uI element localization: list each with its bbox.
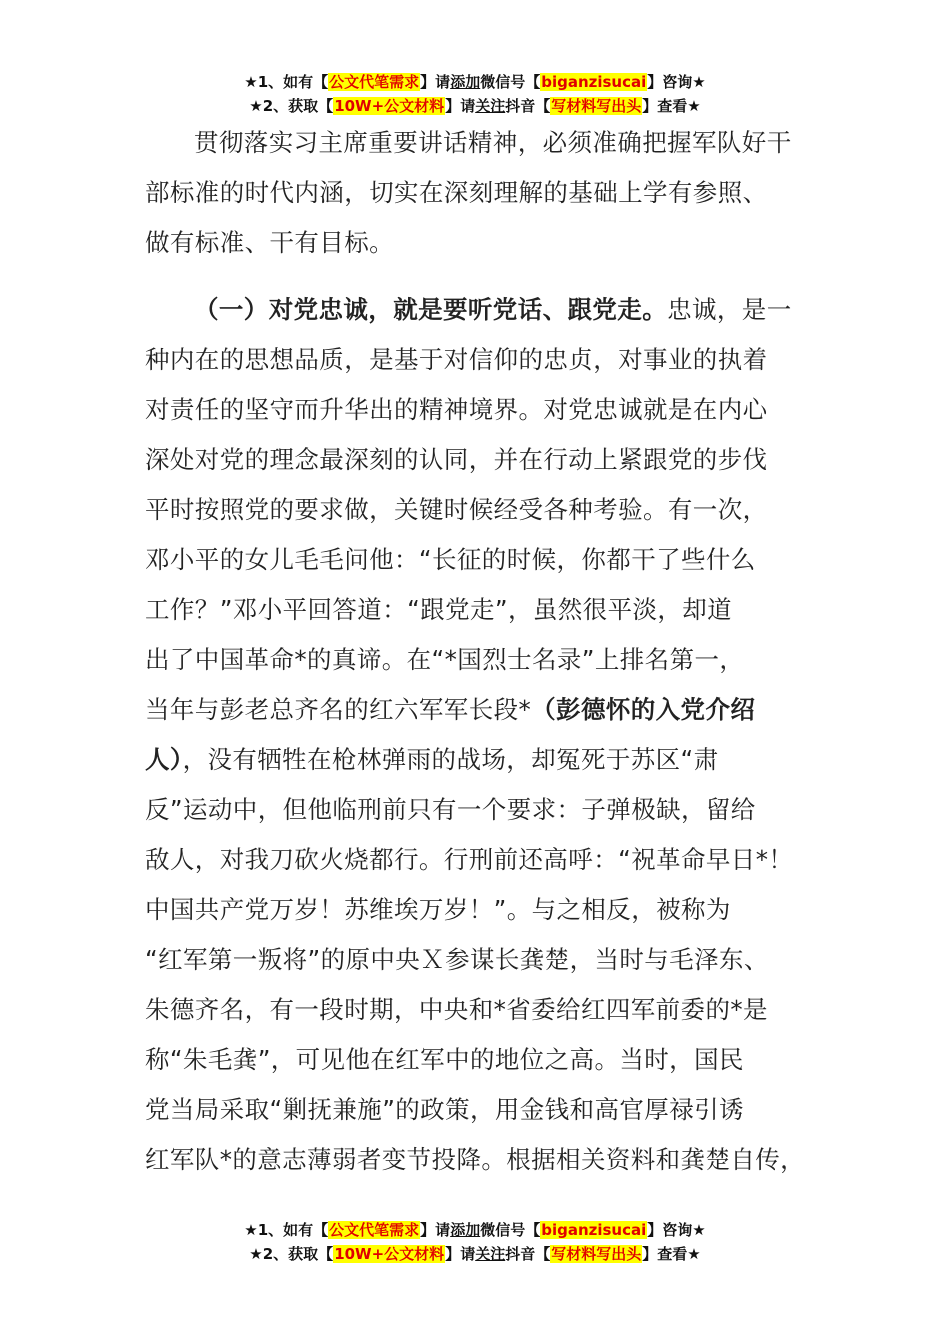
text-line: 出了中国革命*的真谛。在“*国烈士名录”上排名第一，: [145, 645, 745, 674]
banner-highlight: 写材料写出头: [551, 1245, 642, 1263]
banner-highlight: 公文代笔需求: [329, 1221, 420, 1239]
banner-text: ★2、获取【: [249, 1245, 334, 1263]
banner-text: 抖音【: [505, 1245, 551, 1263]
bold-run: （彭德怀的入党介绍: [531, 695, 756, 724]
paragraph-2: [145, 285, 815, 1185]
banner-underlined-text: 添加: [450, 1221, 481, 1239]
footer-banner: [0, 1218, 950, 1266]
text-line: [145, 285, 815, 335]
text-line: 反”运动中，但他临刑前只有一个要求：子弹极缺，留给: [145, 795, 756, 824]
text-line: “红军第一叛将”的原中央Ｘ参谋长龚楚，当时与毛泽东、: [145, 945, 769, 974]
banner-highlight: biganzisucai: [541, 73, 647, 91]
banner-line-1: [0, 70, 950, 94]
text-line: 敌人，对我刀砍火烧都行。行刑前还高呼：“祝革命早日*！: [145, 845, 794, 874]
banner-text: 抖音【: [505, 97, 551, 115]
text-line: 称“朱毛龚”，可见他在红军中的地位之高。当时，国民: [145, 1045, 744, 1074]
banner-text: 】咨询★: [647, 73, 706, 91]
text-line: 种内在的思想品质，是基于对信仰的忠贞，对事业的执着: [145, 345, 768, 374]
text-line: [145, 685, 815, 735]
banner-underlined-text: 关注: [475, 97, 506, 115]
text-line: 做有标准、干有目标。: [145, 228, 394, 257]
text-run: ，没有牺牲在枪林弹雨的战场，却冤死于苏区“肃: [182, 745, 719, 774]
text-line: 平时按照党的要求做，关键时候经受各种考验。有一次，: [145, 495, 768, 524]
text-line: 贯彻落实习主席重要讲话精神，必须准确把握军队好干: [194, 128, 792, 157]
banner-line-2: [0, 94, 950, 118]
banner-line-2: [0, 1242, 950, 1266]
text-line: 工作？”邓小平回答道：“跟党走”，虽然很平淡，却道: [145, 595, 733, 624]
text-line: [145, 735, 815, 785]
text-run: 当年与彭老总齐名的红六军军长段*: [145, 695, 532, 724]
banner-text: 】请: [445, 97, 476, 115]
banner-highlight: 写材料写出头: [551, 97, 642, 115]
bold-run: 人）: [145, 745, 183, 774]
banner-highlight: 10W+公文材料: [334, 1245, 445, 1263]
banner-text: 微信号【: [480, 73, 541, 91]
banner-text: 】请: [420, 1221, 451, 1239]
header-banner: [0, 70, 950, 118]
text-line: 红军队*的意志薄弱者变节投降。根据相关资料和龚楚自传，: [145, 1145, 806, 1174]
paragraph-1: [145, 118, 815, 268]
banner-underlined-text: 关注: [475, 1245, 506, 1263]
banner-text: 】查看★: [642, 1245, 701, 1263]
text-line: 深处对党的理念最深刻的认同，并在行动上紧跟党的步伐: [145, 445, 768, 474]
text-line: 邓小平的女儿毛毛问他：“长征的时候，你都干了些什么: [145, 545, 756, 574]
text-line: 中国共产党万岁！苏维埃万岁！”。与之相反，被称为: [145, 895, 731, 924]
banner-underlined-text: 添加: [450, 73, 481, 91]
banner-text: 】请: [445, 1245, 476, 1263]
banner-highlight: 10W+公文材料: [334, 97, 445, 115]
text-line: 党当局采取“剿抚兼施”的政策，用金钱和高官厚禄引诱: [145, 1095, 744, 1124]
text-line: 朱德齐名，有一段时期，中央和*省委给红四军前委的*是: [145, 995, 768, 1024]
banner-text: 】咨询★: [647, 1221, 706, 1239]
banner-highlight: biganzisucai: [541, 1221, 647, 1239]
text-line: 对责任的坚守而升华出的精神境界。对党忠诚就是在内心: [145, 395, 768, 424]
banner-text: 】请: [420, 73, 451, 91]
document-body: [145, 118, 815, 1185]
banner-highlight: 公文代笔需求: [329, 73, 420, 91]
banner-text: ★1、如有【: [244, 73, 329, 91]
text-line: 部标准的时代内涵，切实在深刻理解的基础上学有参照、: [145, 178, 768, 207]
section-heading: （一）对党忠诚，就是要听党话、跟党走。: [194, 295, 668, 324]
banner-text: 】查看★: [642, 97, 701, 115]
banner-line-1: [0, 1218, 950, 1242]
text-run: 忠诚，是一: [667, 295, 792, 324]
banner-text: 微信号【: [480, 1221, 541, 1239]
banner-text: ★2、获取【: [249, 97, 334, 115]
banner-text: ★1、如有【: [244, 1221, 329, 1239]
